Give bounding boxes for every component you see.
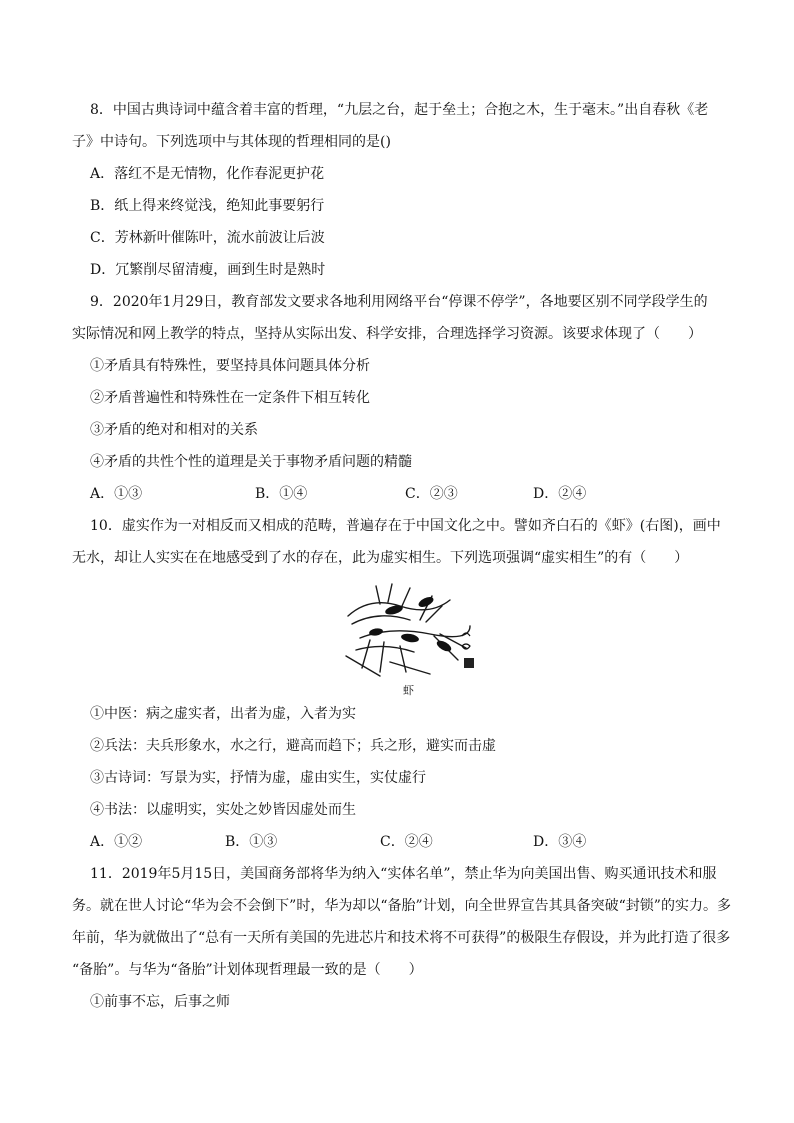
- q11-stem-line-1: 11．2019年5月15日，美国商务部将华为纳入“实体名单”，禁止华为向美国出售、购买通讯技术和服: [90, 866, 717, 882]
- shrimp-painting-image: [340, 576, 480, 686]
- q9-choice-c: C．②③: [405, 486, 458, 502]
- q9-choice-a: A．①③: [90, 486, 143, 502]
- q9-stem-line-2: 实际情况和网上教学的特点，坚持从实际出发、科学安排，合理选择学习资源。该要求体现了（ ）: [72, 326, 702, 342]
- q9-item-1: ①矛盾具有特殊性，要坚持具体问题具体分析: [90, 358, 370, 374]
- q8-option-a: A．落红不是无情物，化作春泥更护花: [90, 166, 325, 182]
- q9-choice-b: B．①④: [255, 486, 308, 502]
- q8-option-d: D．冗繁削尽留清瘦，画到生时是熟时: [90, 262, 326, 278]
- q10-item-4: ④书法：以虚明实，实处之妙皆因虚处而生: [90, 802, 356, 818]
- q11-item-1: ①前事不忘，后事之师: [90, 994, 230, 1010]
- q8-option-c: C．芳林新叶催陈叶，流水前波让后波: [90, 230, 325, 246]
- q9-item-4: ④矛盾的共性个性的道理是关于事物矛盾问题的精髓: [90, 454, 412, 470]
- artist-seal-icon: [464, 658, 474, 668]
- q10-stem-line-2: 无水，却让人实实在在地感受到了水的存在，此为虚实相生。下列选项强调“虚实相生”的有（ ）: [72, 550, 689, 566]
- q11-stem-line-2: 务。就在世人讨论“华为会不会倒下”时，华为却以“备胎”计划，向全世界宣告其具备突破“封锁”的实力。多: [72, 898, 731, 914]
- q9-stem-line-1: 9．2020年1月29日，教育部发文要求各地利用网络平台“停课不停学”，各地要区别不同学段学生的: [90, 294, 708, 310]
- q11-stem-line-4: “备胎”。与华为“备胎”计划体现哲理最一致的是（ ）: [72, 962, 423, 978]
- q10-choice-d: D．③④: [533, 834, 587, 850]
- q10-stem-line-1: 10．虚实作为一对相反而又相成的范畴，普遍存在于中国文化之中。譬如齐白石的《虾》(右图)，画中: [90, 518, 721, 534]
- q10-item-1: ①中医：病之虚实者，出者为虚，入者为实: [90, 706, 356, 722]
- q10-item-2: ②兵法：夫兵形象水，水之行，避高而趋下；兵之形，避实而击虚: [90, 738, 496, 754]
- q8-stem-line-2: 子》中诗句。下列选项中与其体现的哲理相同的是(): [72, 134, 391, 150]
- q10-choice-a: A．①②: [90, 834, 143, 850]
- q9-item-3: ③矛盾的绝对和相对的关系: [90, 422, 258, 438]
- q9-item-2: ②矛盾普遍性和特殊性在一定条件下相互转化: [90, 390, 370, 406]
- q10-choice-b: B．①③: [225, 834, 278, 850]
- q9-choice-d: D．②④: [533, 486, 587, 502]
- shrimp-painting-figure: [340, 576, 480, 686]
- q10-item-3: ③古诗词：写景为实，抒情为虚，虚由实生，实仗虚行: [90, 770, 426, 786]
- q8-stem-line-1: 8．中国古典诗词中蕴含着丰富的哲理，“九层之台，起于垒土；合抱之木，生于毫末。”出自春秋《老: [90, 102, 709, 118]
- q10-choice-c: C．②④: [380, 834, 433, 850]
- q8-option-b: B．纸上得来终觉浅，绝知此事要躬行: [90, 198, 325, 214]
- q11-stem-line-3: 年前，华为就做出了“总有一天所有美国的先进芯片和技术将不可获得”的极限生存假设，并为此打造了很多: [72, 930, 731, 946]
- figure-caption: 虾: [403, 684, 414, 697]
